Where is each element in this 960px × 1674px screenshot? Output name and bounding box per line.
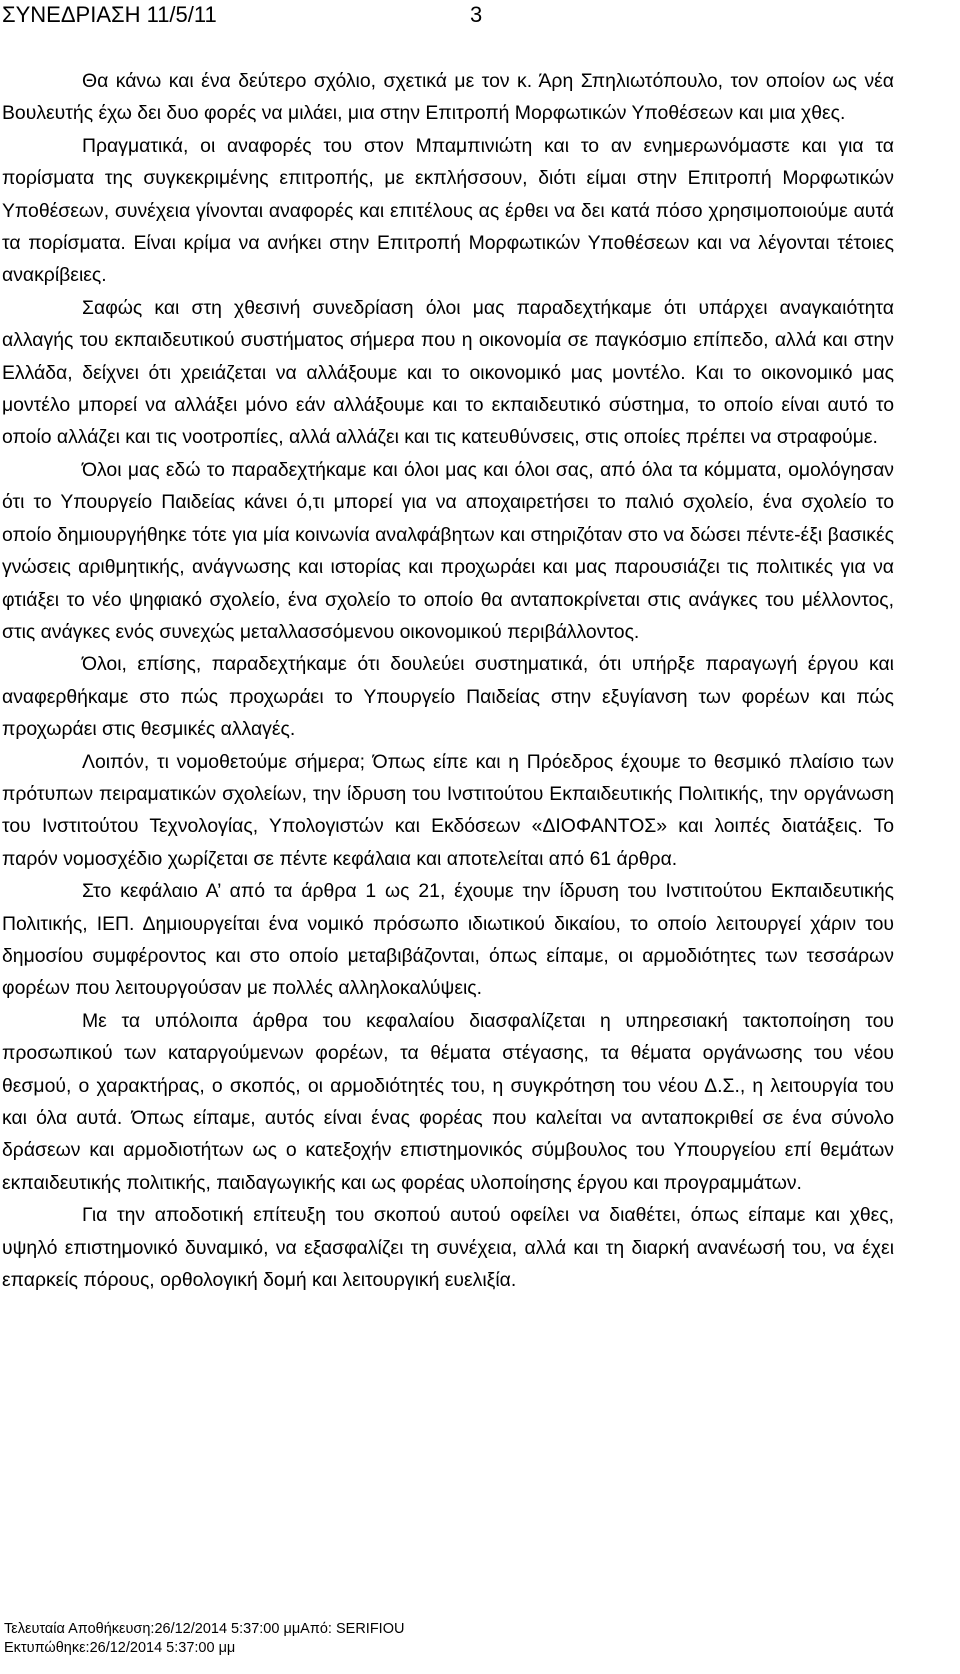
paragraph: Με τα υπόλοιπα άρθρα του κεφαλαίου διασφαλίζεται η υπηρεσιακή τακτοποίηση του προσωπικού των καταργούμενων φορέων, τα θέματα στέγασης, τα θέματα οργάνωσης του νέου θεσμού, ο χαρακτήρας, ο σκοπός, οι αρμοδιότητές του, η συγκρότηση του νέου Δ.Σ., η λειτουργία του και όλα αυτά. Όπως είπαμε, αυτός είναι ένας φορέας που καλείται να ανταποκριθεί σε ένα σύνολο δράσεων και αρμοδιοτήτων ως ο κατεξοχήν επιστημονικός σύμβουλος του Υπουργείου επί θεμάτων εκπαιδευτικής πολιτικής, παιδαγωγικής και ως φορέας υλοποίησης έργου και προγραμμάτων. — [2, 1009, 894, 1194]
paragraph: Όλοι μας εδώ το παραδεχτήκαμε και όλοι μας και όλοι σας, από όλα τα κόμματα, ομολόγησαν ότι το Υπουργείο Παιδείας κάνει ό,τι μπορεί για να αποχαιρετήσει το παλιό σχολείο, ένα σχολείο το οποίο δημιουργήθηκε τότε για μία κοινωνία αναλφάβητων και στηριζόταν στο να δώσει πέντε-έξι βασικές γνώσεις αριθμητικής, ανάγνωσης και ιστορίας και προχωράει και μας παρουσιάζει τις πολιτικές για να φτιάξει το νέο ψηφιακό σχολείο, ένα σχολείο το οποίο θα ανταποκρίνεται στις ανάγκες του μέλλοντος, στις ανάγκες ενός συνεχώς μεταλλασσόμενου οικονομικού περιβάλλοντος. — [2, 458, 894, 643]
paragraph: Σαφώς και στη χθεσινή συνεδρίαση όλοι μας παραδεχτήκαμε ότι υπάρχει αναγκαιότητα αλλαγής του εκπαιδευτικού συστήματος σήμερα που η οικονομία σε παγκόσμιο επίπεδο, αλλά και στην Ελλάδα, δείχνει ότι χρειάζεται να αλλάξουμε και το οικονομικό μας μοντέλο. Και το οικονομικό μας μοντέλο μπορεί να αλλάξει μόνο εάν αλλάξουμε και το εκπαιδευτικό σύστημα, το οποίο είναι αυτό το οποίο αλλάζει και τις νοοτροπίες, αλλά αλλάζει και τις κατευθύνσεις, στις οποίες πρέπει να στραφούμε. — [2, 296, 894, 449]
document-body — [2, 65, 894, 1296]
last-saved-line: Τελευταία Αποθήκευση:26/12/2014 5:37:00 μμΑπό: SERIFIOU — [4, 1621, 405, 1637]
printed-line: Εκτυπώθηκε:26/12/2014 5:37:00 μμ — [4, 1640, 236, 1656]
page-footer — [4, 1620, 404, 1658]
paragraph: Πραγματικά, οι αναφορές του στον Μπαμπινιώτη και το αν ενημερωνόμαστε και για τα πορίσματα της συγκεκριμένης επιτροπής, με εκπλήσσουν, διότι είμαι στην Επιτροπή Μορφωτικών Υποθέσεων, συνέχεια γίνονται αναφορές και επιτέλους ας έρθει να δει κατά πόσο χρησιμοποιούμε αυτά τα πορίσματα. Είναι κρίμα να ανήκει στην Επιτροπή Μορφωτικών Υποθέσεων και να λέγονται τέτοιες ανακρίβειες. — [2, 134, 894, 287]
page-number: 3 — [470, 2, 483, 27]
paragraph: Για την αποδοτική επίτευξη του σκοπού αυτού οφείλει να διαθέτει, όπως είπαμε και χθες, υψηλό επιστημονικό δυναμικό, να εξασφαλίζει τη συνέχεια, αλλά και τη διαρκή ανανέωσή του, να έχει επαρκείς πόρους, ορθολογική δομή και λειτουργική ευελιξία. — [2, 1204, 894, 1292]
paragraph: Λοιπόν, τι νομοθετούμε σήμερα; Όπως είπε και η Πρόεδρος έχουμε το θεσμικό πλαίσιο των πρότυπων πειραματικών σχολείων, την ίδρυση του Ινστιτούτου Εκπαιδευτικής Πολιτικής, την οργάνωση του Ινστιτούτου Τεχνολογίας, Υπολογιστών και Εκδόσεων «ΔΙΟΦΑΝΤΟΣ» και λοιπές διατάξεις. Το παρόν νομοσχέδιο χωρίζεται σε πέντε κεφάλαια και αποτελείται από 61 άρθρα. — [2, 750, 894, 870]
paragraph: Στο κεφάλαιο Α’ από τα άρθρα 1 ως 21, έχουμε την ίδρυση του Ινστιτούτου Εκπαιδευτικής Πολιτικής, ΙΕΠ. Δημιουργείται ένα νομικό πρόσωπο ιδιωτικού δικαίου, το οποίο λειτουργεί χάριν του δημοσίου συμφέροντος και στο οποίο μεταβιβάζονται, όπως είπαμε, οι αρμοδιότητες των τεσσάρων φορέων που λειτουργούσαν με πολλές αλληλοκαλύψεις. — [2, 880, 894, 1000]
session-title: ΣΥΝΕΔΡΙΑΣΗ 11/5/11 — [2, 2, 217, 27]
page-header — [2, 2, 483, 28]
paragraph: Όλοι, επίσης, παραδεχτήκαμε ότι δουλεύει συστηματικά, ότι υπήρξε παραγωγή έργου και αναφερθήκαμε στο πώς προχωράει το Υπουργείο Παιδείας στην εξυγίανση των φορέων και πώς προχωράει στις θεσμικές αλλαγές. — [2, 653, 894, 741]
paragraph: Θα κάνω και ένα δεύτερο σχόλιο, σχετικά με τον κ. Άρη Σπηλιωτόπουλο, τον οποίον ως νέα Βουλευτής έχω δει δυο φορές να μιλάει, μια στην Επιτροπή Μορφωτικών Υποθέσεων και μια χθες. — [2, 70, 894, 125]
